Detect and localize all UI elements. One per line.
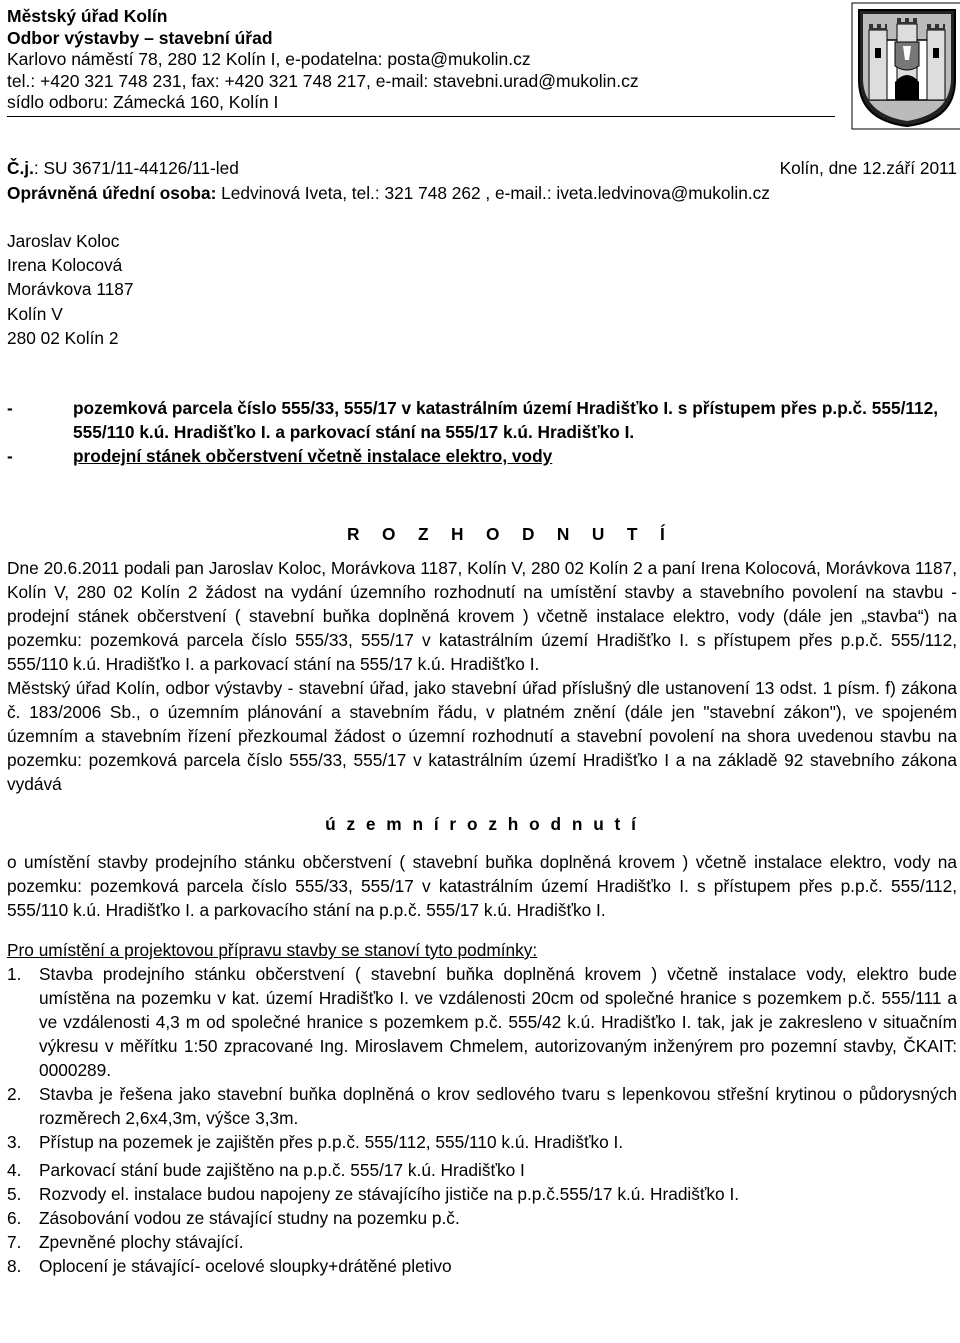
department-name: Odbor výstavby – stavební úřad — [7, 27, 273, 48]
subject-building: prodejní stánek občerstvení včetně instalace elektro, vody — [73, 446, 553, 466]
authorized-official: Oprávněná úřední osoba: Ledvinová Iveta, tel.: 321 748 262 , e-mail.: iveta.ledvinova@mukolin.cz — [7, 183, 770, 203]
condition-item: 8. Oplocení je stávající- ocelové sloupky+drátěné pletivo — [7, 1256, 452, 1276]
condition-item: 3. Přístup na pozemek je zajištěn přes p.p.č. 555/112, 555/110 k.ú. Hradišťko I. — [7, 1132, 624, 1152]
authority-paragraph: Městský úřad Kolín, odbor výstavby - stavební úřad, jako stavební úřad příslušný dle ustanovení 13 odst. 1 písm. f) zákona č. 183/2006 Sb., o územním plánování a stavebním řádu, v platném znění (dále jen "stavební zákon"), ve spojeném územním a stavebním řízení přezkoumal žádost o územní rozhodnutí a stavební povolení na shora uvedenou stavbu na pozemku: pozemková parcela číslo 555/33, 555/17 v katastrálním území Hradišťko I a na základě 92 stavebního zákona vydává — [7, 678, 957, 794]
address-line: Morávkova 1187 — [7, 279, 134, 300]
condition-item: 2. Stavba je řešena jako stavební buňka doplněná o krov sedlového tvaru s lepenkovou střešní krytinou o půdorysných rozměrech 2,6x4,3m, výšce 3,3m. — [7, 1084, 957, 1128]
decision-title: R O Z H O D N U T Í — [347, 524, 665, 544]
conditions-heading: Pro umístění a projektovou přípravu stavby se stanoví tyto podmínky: — [7, 940, 538, 960]
office-name: Městský úřad Kolín — [7, 6, 168, 26]
office-header — [7, 6, 827, 114]
address-line: Kolín V — [7, 303, 63, 324]
case-number: Č.j.: SU 3671/11-44126/11-led — [7, 158, 239, 178]
condition-item: 5. Rozvody el. instalace budou napojeny ze stávajícího jističe na p.p.č.555/17 k.ú. Hradišťko I. — [7, 1184, 740, 1204]
reference-block — [7, 156, 957, 206]
office-address: Karlovo náměstí 78, 280 12 Kolín I, e-podatelna: posta@mukolin.cz — [7, 49, 531, 69]
address-line: Jaroslav Koloc — [7, 231, 120, 251]
office-contacts: tel.: +420 321 748 231, fax: +420 321 748 217, e-mail: stavebni.urad@mukolin.cz — [7, 70, 639, 91]
subject-dash: - — [7, 398, 13, 418]
subject-parcel: pozemková parcela číslo 555/33, 555/17 v katastrálním území Hradišťko I. s přístupem přes p.p.č. 555/112, 555/110 k.ú. Hradišťko I. a parkovací stání na 555/17 k.ú. Hradišťko I. — [73, 398, 939, 442]
subject-dash: - — [7, 446, 13, 466]
department-seat: sídlo odboru: Zámecká 160, Kolín I — [7, 92, 279, 112]
header-rule — [7, 116, 835, 117]
subject-block — [7, 396, 957, 468]
address-line: 280 02 Kolín 2 — [7, 327, 119, 348]
recipient-address — [7, 229, 133, 350]
document-date: Kolín, dne 12.září 2011 — [779, 158, 957, 178]
condition-item: 1. Stavba prodejního stánku občerstvení ( stavební buňka doplněná krovem ) včetně instalace vody, elektro bude umístěna na pozemku v kat. území Hradišťko I. ve vzdálenosti 20cm od společné hranice s pozemkem p.č. 555/111 a ve vzdálenosti 4,3 m od společné hranice s pozemkem p.č. 555/42 k.ú. Hradišťko I. tak, jak je zakresleno v situačním výkresu v měřítku 1:50 zpracované Ing. Miroslavem Chmelem, autorizovaným inženýrem pro pozemní stavby, ČKAIT: 0000289. — [7, 964, 957, 1080]
conditions-list — [7, 962, 957, 1278]
coat-of-arms-icon — [851, 2, 960, 130]
document-body — [7, 556, 957, 1278]
condition-item: 6. Zásobování vodou ze stávající studny na pozemku p.č. — [7, 1208, 460, 1228]
decision-paragraph: o umístění stavby prodejního stánku občerstvení ( stavební buňka doplněná krovem ) včetně instalace elektro, vody na pozemku: pozemková parcela číslo 555/33, 555/17 v katastrálním území Hradišťko I. s přístupem přes p.p.č. 555/112, 555/110 k.ú. Hradišťko I. a parkovacího stání na p.p.č. 555/17 k.ú. Hradišťko I. — [7, 852, 957, 920]
application-paragraph: Dne 20.6.2011 podali pan Jaroslav Koloc, Morávkova 1187, Kolín V, 280 02 Kolín 2 a paní Irena Kolocová, Morávkova 1187, Kolín V, 280 02 Kolín 2 žádost na vydání územního rozhodnutí na umístění stavby a stavebního povolení na stavbu - prodejní stánek občerstvení ( stavební buňka doplněná krovem ) včetně instalace elektro, vody (dále jen „stavba“) na pozemku: pozemková parcela číslo 555/33, 555/17 v katastrálním území Hradišťko I. s přístupem přes p.p.č. 555/112, 555/110 k.ú. Hradišťko I. a parkovací stání na 555/17 k.ú. Hradišťko I. — [7, 558, 957, 674]
address-line: Irena Kolocová — [7, 255, 123, 276]
condition-item: 7. Zpevněné plochy stávající. — [7, 1232, 244, 1252]
decision-heading: ú z e m n í r o z h o d n u t í — [325, 814, 639, 834]
condition-item: 4. Parkovací stání bude zajištěno na p.p.č. 555/17 k.ú. Hradišťko I — [7, 1160, 525, 1180]
